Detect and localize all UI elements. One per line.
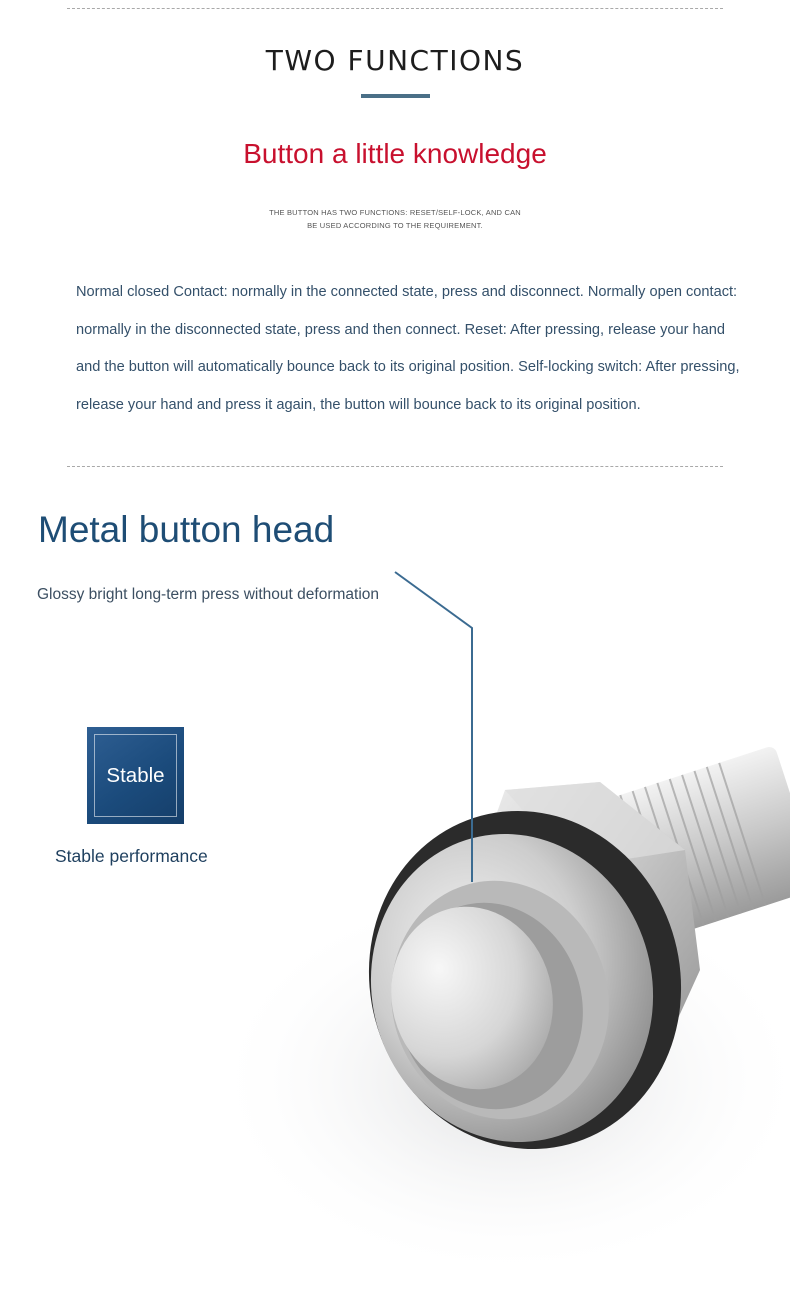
section-title: TWO FUNCTIONS — [265, 44, 525, 77]
top-divider — [67, 8, 723, 9]
description-line: Normal closed Contact: normally in the connected state, press and disconnect. Normally open contact: — [76, 284, 738, 300]
small-note — [0, 206, 790, 232]
badge-frame — [94, 734, 177, 817]
feature-title: Metal button head — [38, 509, 335, 550]
functions-description — [76, 274, 756, 425]
small-note-line: THE BUTTON HAS TWO FUNCTIONS: RESET/SELF-LOCK, AND CAN — [269, 208, 521, 217]
badge-caption: Stable performance — [55, 846, 208, 866]
description-line: normally in the disconnected state, press and then connect. Reset: After pressing, release your hand — [76, 321, 725, 338]
badge-label: Stable — [106, 763, 165, 787]
small-note-line: BE USED ACCORDING TO THE REQUIREMENT. — [307, 221, 483, 230]
title-underline — [361, 94, 430, 98]
knowledge-subtitle: Button a little knowledge — [243, 138, 547, 169]
stable-badge — [87, 727, 184, 824]
metal-button-photo — [180, 560, 790, 1293]
feature-description: Glossy bright long-term press without deformation — [37, 586, 380, 603]
description-line: and the button will automatically bounce back to its original position. Self-locking switch: After pressing, — [76, 359, 740, 376]
middle-divider — [67, 466, 723, 467]
description-line: release your hand and press it again, the button will bounce back to its original position. — [76, 397, 641, 414]
